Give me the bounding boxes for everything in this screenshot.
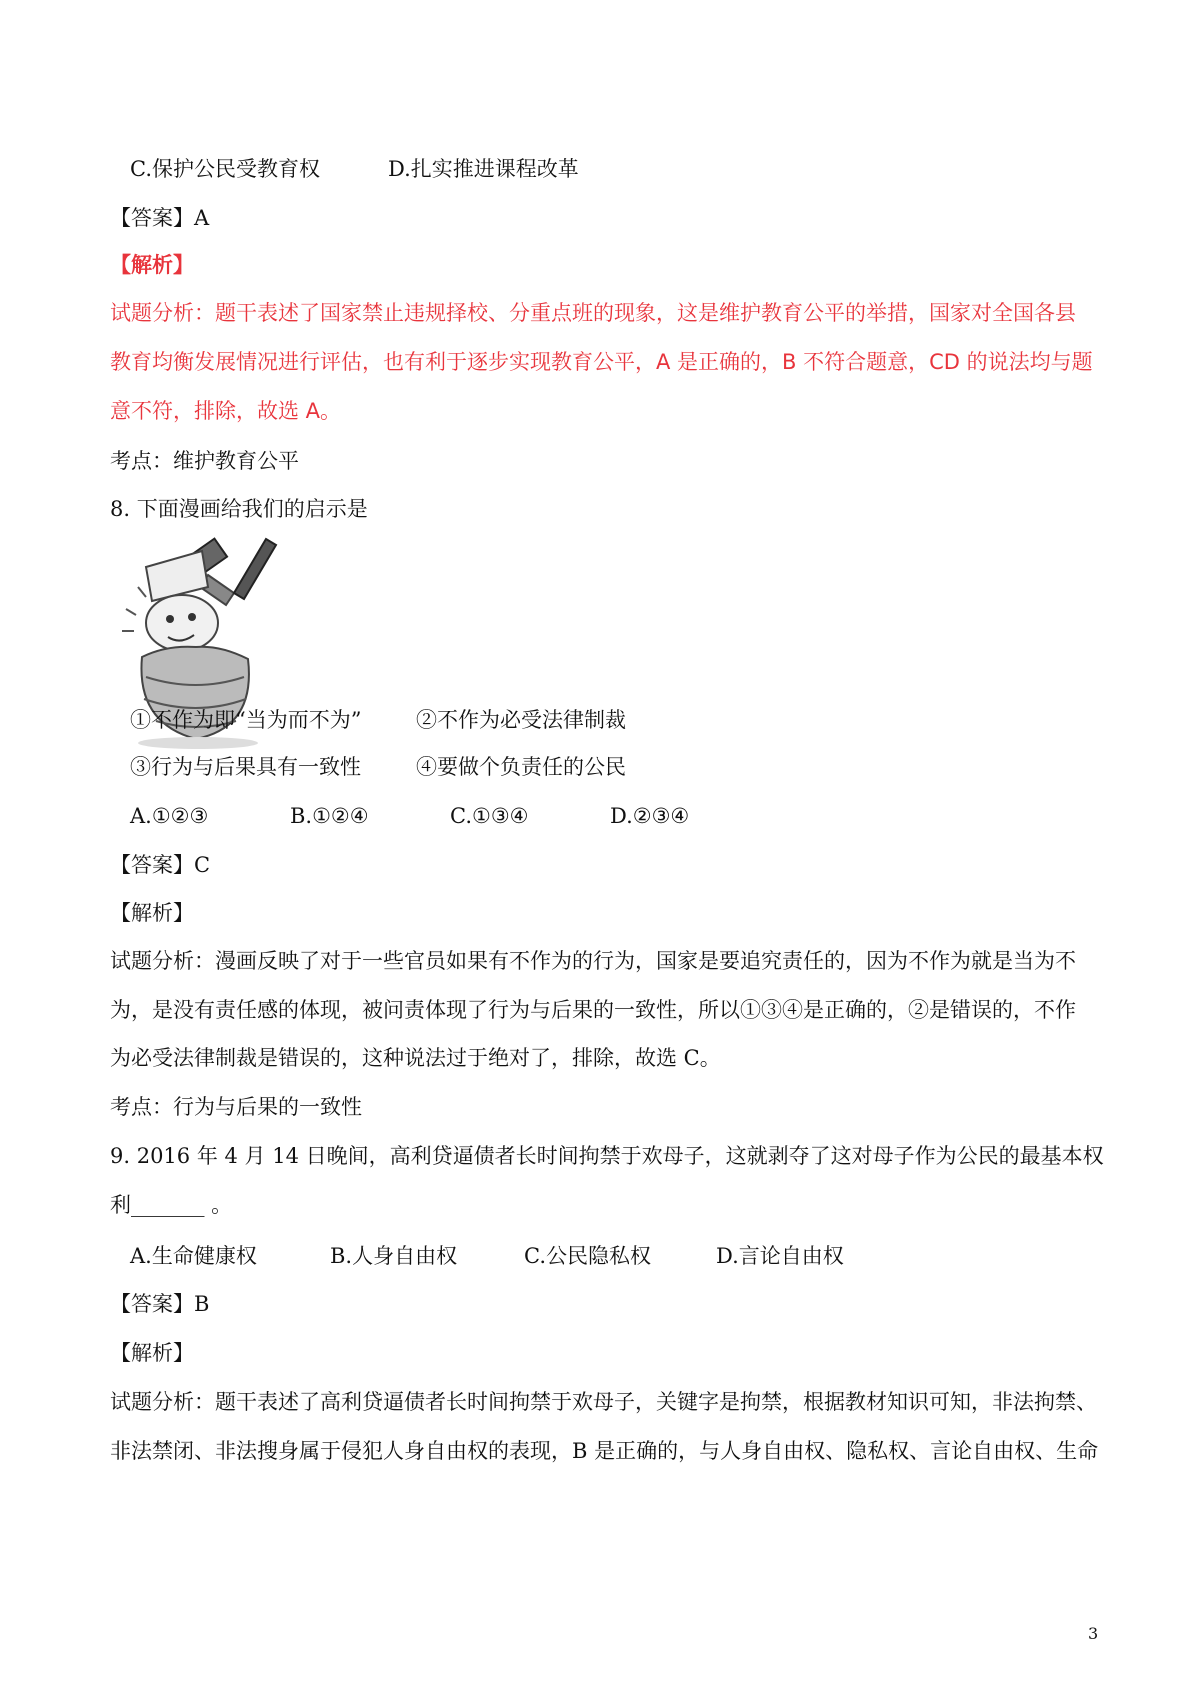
q9-analysis-line-2: 非法禁闭、非法搜身属于侵犯人身自由权的表现，B 是正确的，与人身自由权、隐私权、言论自由权、生命 (110, 1439, 1099, 1463)
q7-option-d: D.扎实推进课程改革 (388, 157, 579, 181)
q7-analysis-line-3: 意不符，排除，故选 A。 (110, 399, 342, 423)
q7-kaodian: 考点：维护教育公平 (110, 449, 299, 473)
q8-analysis-line-3: 为必受法律制裁是错误的，这种说法过于绝对了，排除，故选 C。 (110, 1046, 721, 1070)
q8-option-a: A.①②③ (130, 804, 209, 828)
q8-analysis-heading: 【解析】 (110, 901, 194, 925)
q9-option-d: D.言论自由权 (716, 1244, 844, 1268)
page-number: 3 (1088, 1624, 1099, 1643)
q9-option-a: A.生命健康权 (130, 1244, 257, 1268)
q8-kaodian: 考点：行为与后果的一致性 (110, 1095, 362, 1119)
q8-option-c: C.①③④ (450, 804, 529, 828)
q8-statement-4: ④要做个负责任的公民 (416, 755, 626, 779)
q7-analysis-line-2: 教育均衡发展情况进行评估，也有利于逐步实现教育公平，A 是正确的，B 不符合题意，CD 的说法均与题 (110, 350, 1093, 374)
q9-stem-line-1: 9. 2016 年 4 月 14 日晚间，高利贷逼债者长时间拘禁于欢母子，这就剥夺了这对母子作为公民的最基本权 (110, 1144, 1104, 1168)
q8-analysis-line-2: 为，是没有责任感的体现，被问责体现了行为与后果的一致性，所以①③④是正确的，②是错误的，不作 (110, 998, 1076, 1022)
q9-analysis-heading: 【解析】 (110, 1341, 194, 1365)
q9-stem-line-2: 利_______ 。 (110, 1193, 233, 1217)
q8-option-d: D.②③④ (610, 804, 690, 828)
q8-answer: 【答案】C (110, 853, 211, 877)
q7-option-c: C.保护公民受教育权 (130, 157, 320, 181)
q8-statement-2: ②不作为必受法律制裁 (416, 708, 626, 732)
q9-analysis-line-1: 试题分析：题干表述了高利贷逼债者长时间拘禁于欢母子，关键字是拘禁，根据教材知识可知，非法拘禁、 (110, 1390, 1097, 1414)
q7-answer: 【答案】A (110, 206, 210, 230)
q8-statement-1: ①不作为即“当为而不为” (130, 708, 362, 732)
q9-option-b: B.人身自由权 (330, 1244, 458, 1268)
q8-analysis-line-1: 试题分析：漫画反映了对于一些官员如果有不作为的行为，国家是要追究责任的，因为不作为就是当为不 (110, 949, 1076, 973)
q8-option-b: B.①②④ (290, 804, 369, 828)
q9-option-c: C.公民隐私权 (524, 1244, 651, 1268)
q7-analysis-line-1: 试题分析：题干表述了国家禁止违规择校、分重点班的现象，这是维护教育公平的举措，国家对全国各县 (110, 301, 1076, 325)
q9-answer: 【答案】B (110, 1292, 210, 1316)
q8-stem: 8. 下面漫画给我们的启示是 (110, 497, 368, 521)
q8-statement-3: ③行为与后果具有一致性 (130, 755, 361, 779)
q7-analysis-heading: 【解析】 (110, 252, 194, 277)
